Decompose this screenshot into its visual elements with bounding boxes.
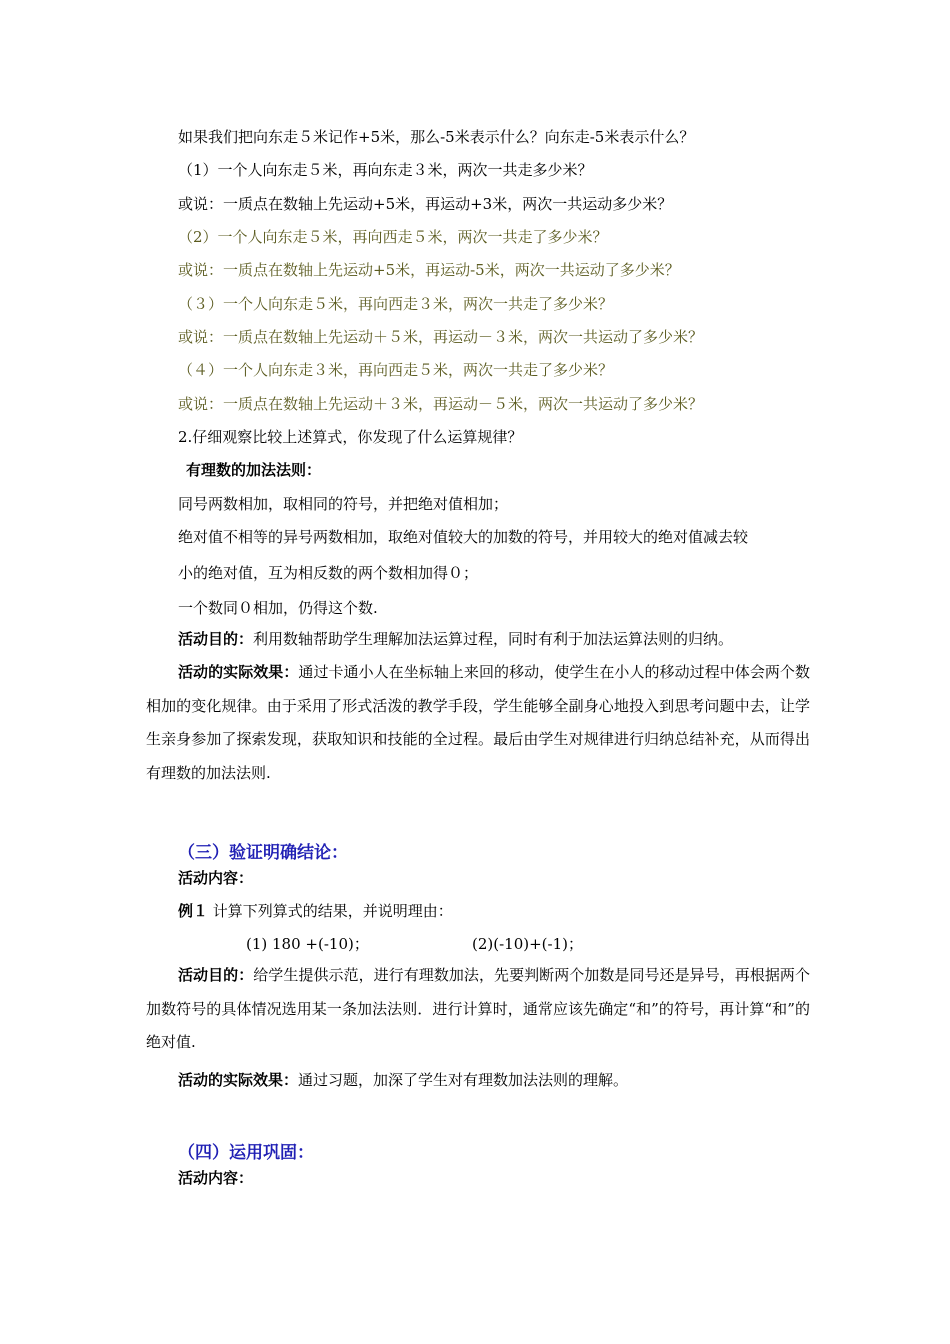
activity-purpose-1 <box>146 623 810 657</box>
effect-label: 活动的实际效果： <box>178 663 299 681</box>
rule-same-sign: 同号两数相加，取相同的符号，并把绝对值相加； <box>178 495 509 513</box>
example-text: 计算下列算式的结果，并说明理由： <box>212 902 453 920</box>
rule-diff-sign: 绝对值不相等的异号两数相加，取绝对值较大的加数的符号，并用较大的绝对值减去较 <box>178 528 749 546</box>
section-3-heading: （三）验证明确结论： <box>178 843 348 863</box>
example-1 <box>178 901 453 921</box>
expression-2: (2)(-10)+(-1)； <box>472 935 583 953</box>
question-4: （４）一个人向东走３米，再向西走５米，两次一共走了多少米？ <box>178 361 614 379</box>
purpose-label: 活动目的： <box>178 966 254 984</box>
activity-effect-2 <box>146 1064 810 1098</box>
purpose-text: 利用数轴帮助学生理解加法运算过程，同时有利于加法运算法则的归纳。 <box>253 630 734 648</box>
observe-question: 2.仔细观察比较上述算式，你发现了什么运算规律？ <box>178 428 523 446</box>
effect-text: 通过习题，加深了学生对有理数加法法则的理解。 <box>298 1071 629 1089</box>
question-2: （2）一个人向东走５米，再向西走５米，两次一共走了多少米？ <box>178 228 608 246</box>
intro-question: 如果我们把向东走５米记作+5米，那么-5米表示什么？向东走-5米表示什么？ <box>178 128 695 146</box>
rule-zero: 一个数同０相加，仍得这个数. <box>178 599 378 617</box>
section-3-content-label: 活动内容： <box>178 869 254 887</box>
rules-title: 有理数的加法法则： <box>186 461 322 479</box>
question-1-alt: 或说：一质点在数轴上先运动+5米，再运动+3米，两次一共运动多少米？ <box>178 195 673 213</box>
section-4-heading: （四）运用巩固： <box>178 1143 314 1163</box>
section-4-content-label: 活动内容： <box>178 1169 254 1187</box>
effect-text: 通过卡通小人在坐标轴上来回的移动，使学生在小人的移动过程中体会两个数相加的变化规律。由于采用了形式活泼的教学手段，学生能够全副身心地投入到思考问题中去，让学生亲身参加了探索发现，获取知识和技能的全过程。最后由学生对规律进行归纳总结补充，从而得出有理数的加法法则. <box>146 663 810 782</box>
rule-diff-sign-cont: 小的绝对值，互为相反数的两个数相加得０； <box>178 564 479 582</box>
question-3: （３）一个人向东走５米，再向西走３米，两次一共走了多少米？ <box>178 295 614 313</box>
activity-purpose-2 <box>146 959 810 1060</box>
purpose-label: 活动目的： <box>178 630 254 648</box>
question-1: （1）一个人向东走５米，再向东走３米，两次一共走多少米？ <box>178 161 593 179</box>
purpose-text: 给学生提供示范，进行有理数加法，先要判断两个加数是同号还是异号，再根据两个加数符号的具体情况选用某一条加法法则．进行计算时，通常应该先确定“和”的符号，再计算“和”的绝对值. <box>146 966 810 1051</box>
question-2-alt: 或说：一质点在数轴上先运动+5米，再运动-5米，两次一共运动了多少米？ <box>178 261 680 279</box>
effect-label: 活动的实际效果： <box>178 1071 299 1089</box>
activity-effect-1 <box>146 656 810 790</box>
expression-1: (1) 180 +(-10)； <box>246 935 369 953</box>
question-3-alt: 或说：一质点在数轴上先运动＋５米，再运动－３米，两次一共运动了多少米？ <box>178 328 704 346</box>
question-4-alt: 或说：一质点在数轴上先运动＋３米，再运动－５米，两次一共运动了多少米？ <box>178 395 704 413</box>
example-label: 例１ <box>178 902 209 920</box>
